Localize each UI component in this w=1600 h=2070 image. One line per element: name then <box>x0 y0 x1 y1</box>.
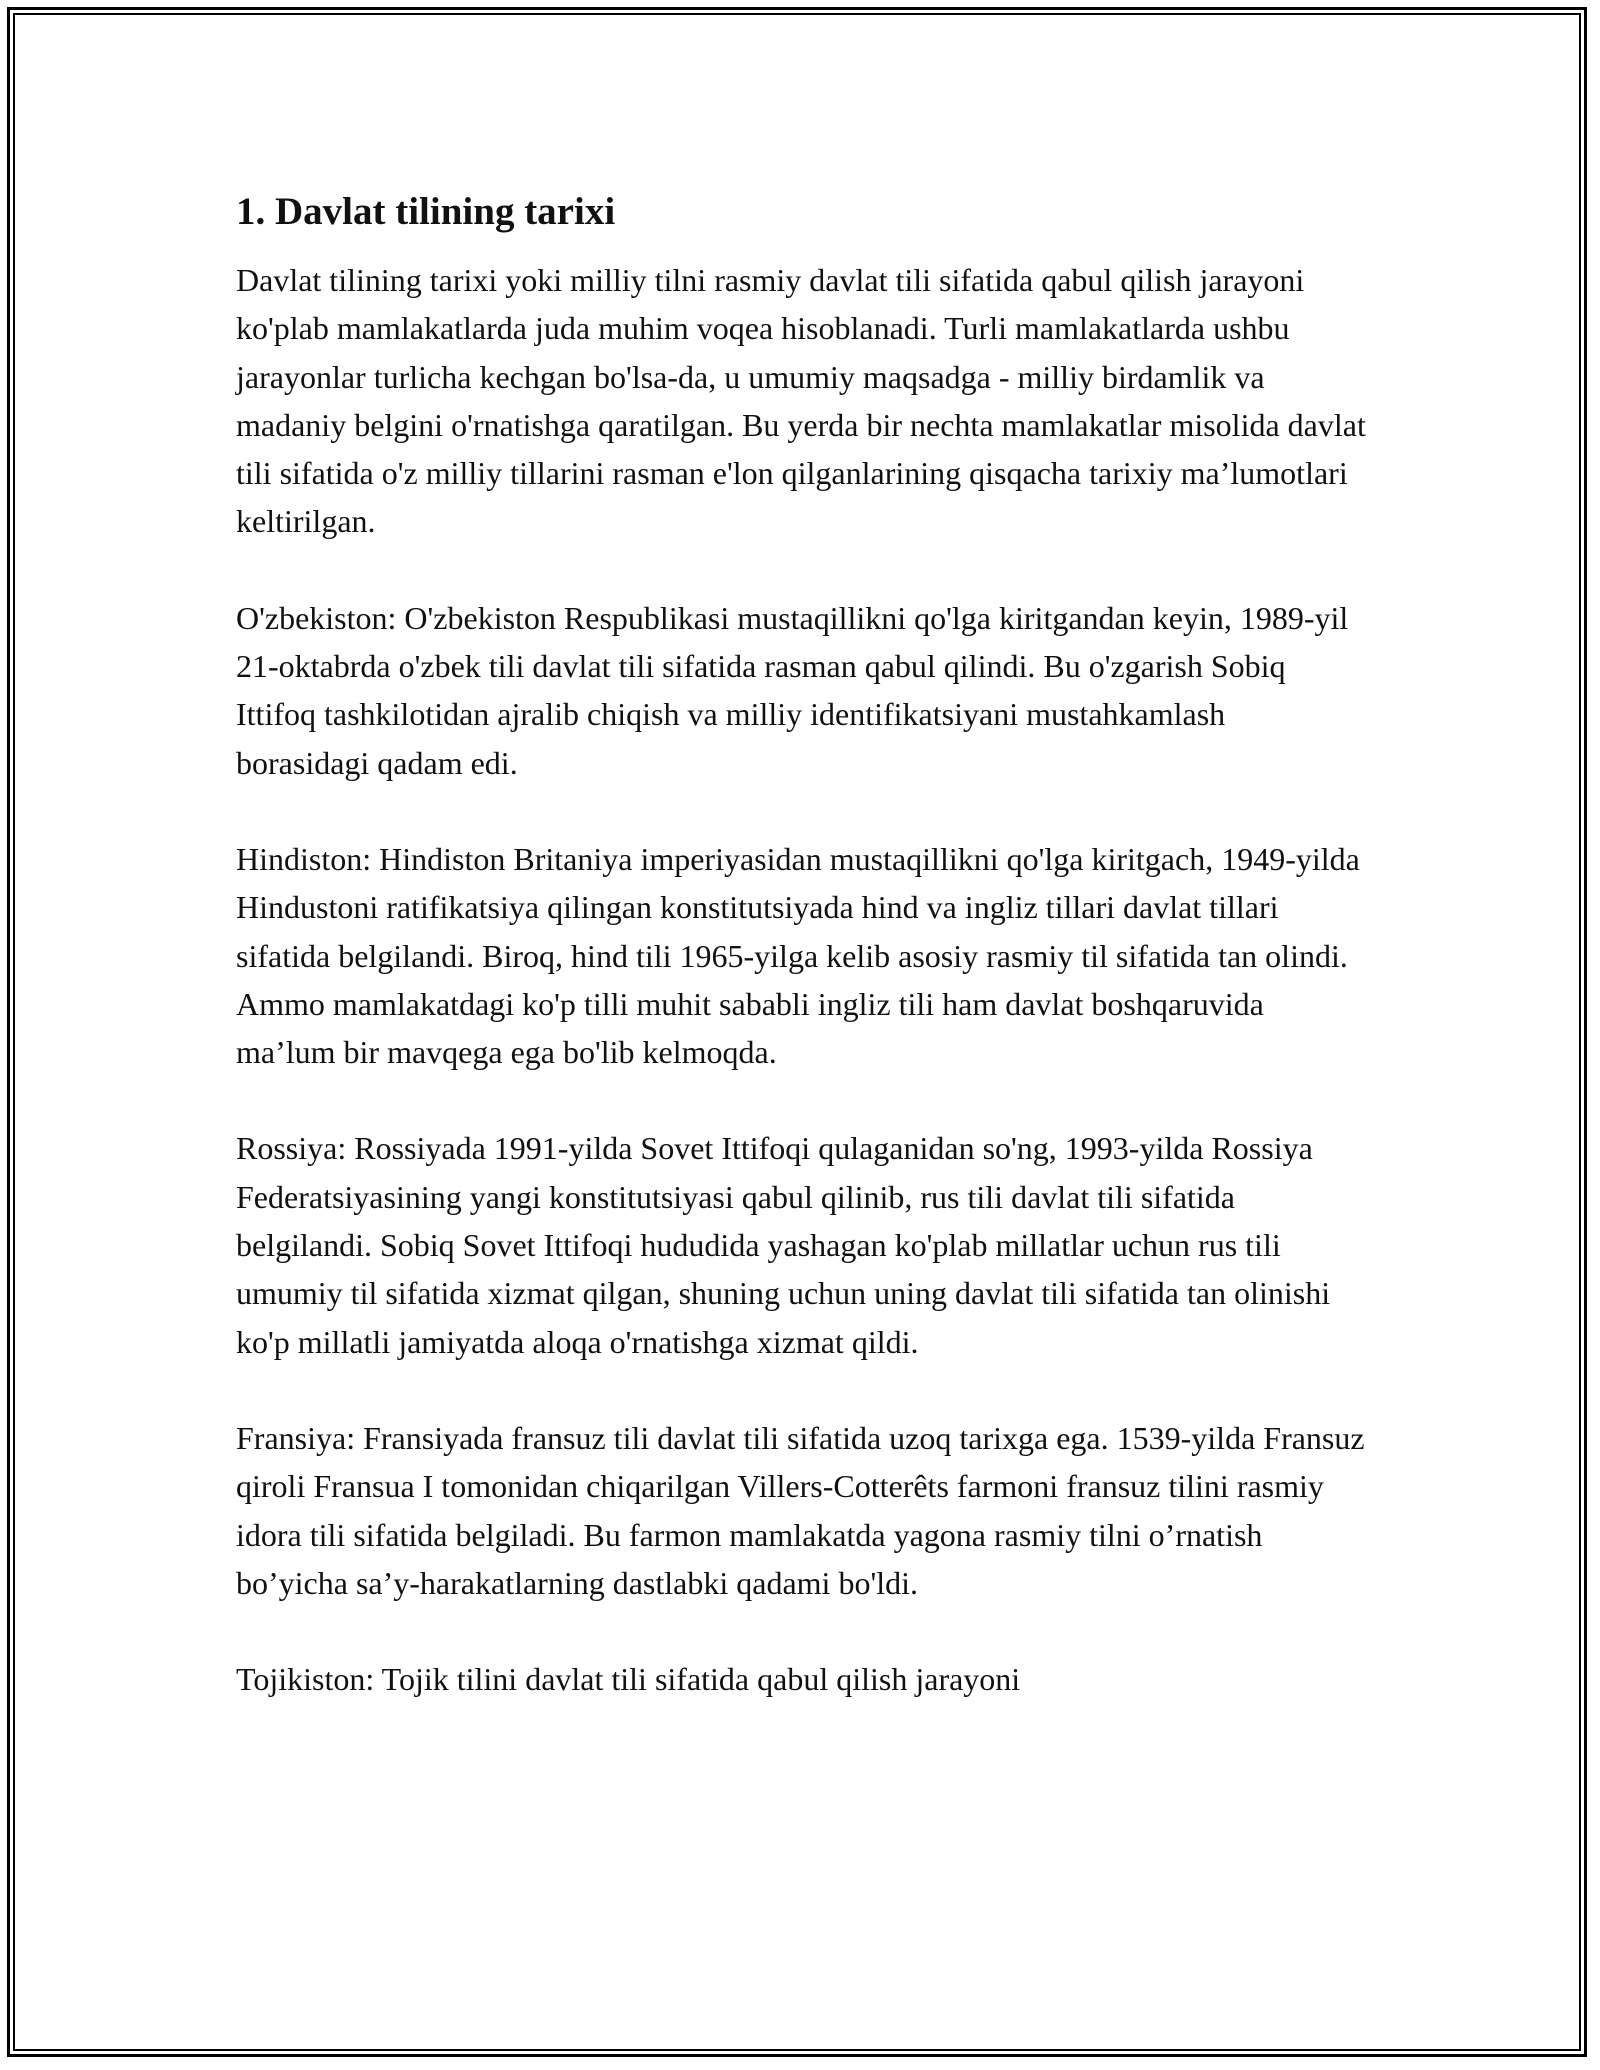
paragraph-uzbekistan: O'zbekiston: O'zbekiston Respublikasi mustaqillikni qo'lga kiritgandan keyin, 1989-yil 21-oktabrda o'zbek tili davlat tili sifatida rasman qabul qilindi. Bu o'zgarish Sobiq Ittifoq tashkilotidan ajralib chiqish va milliy identifikatsiyani mustahkamlash borasidagi qadam edi. <box>236 599 1349 781</box>
paragraph-intro: Davlat tilining tarixi yoki milliy tilni rasmiy davlat tili sifatida qabul qilish jarayoni ko'plab mamlakatlarda juda muhim voqea hisoblanadi. Turli mamlakatlarda ushbu jarayonlar turlicha kechgan bo'lsa-da, u umumiy maqsadga - milliy birdamlik va madaniy belgini o'rnatishga qaratilgan. Bu yerda bir nechta mamlakatlar misolida davlat tili sifatida o'z milliy tillarini rasman e'lon qilganlarining qisqacha tarixiy ma’lumotlari keltirilgan. <box>236 262 1366 540</box>
paragraph-tajikistan: Tojikiston: Tojik tilini davlat tili sifatida qabul qilish jarayoni <box>236 1661 1021 1698</box>
paragraph-russia: Rossiya: Rossiyada 1991-yilda Sovet Ittifoqi qulaganidan so'ng, 1993-yilda Rossiya Federatsiyasining yangi konstitutsiyasi qabul qilinib, rus tili davlat tili sifatida belgilandi. Sobiq Sovet Ittifoqi hududida yashagan ko'plab millatlar uchun rus tili umumiy til sifatida xizmat qilgan, shuning uchun uning davlat tili sifatida tan olinishi ko'p millatli jamiyatda aloqa o'rnatishga xizmat qildi. <box>236 1130 1331 1360</box>
section-heading: 1. Davlat tilining tarixi <box>236 190 616 233</box>
document-body <box>236 188 1366 1703</box>
paragraph-france: Fransiya: Fransiyada fransuz tili davlat tili sifatida uzoq tarixga ega. 1539-yilda Fransuz qiroli Fransua I tomonidan chiqarilgan Villers-Cotterêts farmoni fransuz tilini rasmiy idora tili sifatida belgiladi. Bu farmon mamlakatda yagona rasmiy tilni o’rnatish bo’yicha sa’y-harakatlarning dastlabki qadami bo'ldi. <box>236 1419 1365 1601</box>
paragraph-india: Hindiston: Hindiston Britaniya imperiyasidan mustaqillikni qo'lga kiritgach, 1949-yilda Hindustoni ratifikatsiya qilingan konstitutsiyada hind va ingliz tillari davlat tillari sifatida belgilandi. Biroq, hind tili 1965-yilga kelib asosiy rasmiy til sifatida tan olindi. Ammo mamlakatdagi ko'p tilli muhit sababli ingliz tili ham davlat boshqaruvida ma’lum bir mavqega ega bo'lib kelmoqda. <box>236 840 1360 1071</box>
